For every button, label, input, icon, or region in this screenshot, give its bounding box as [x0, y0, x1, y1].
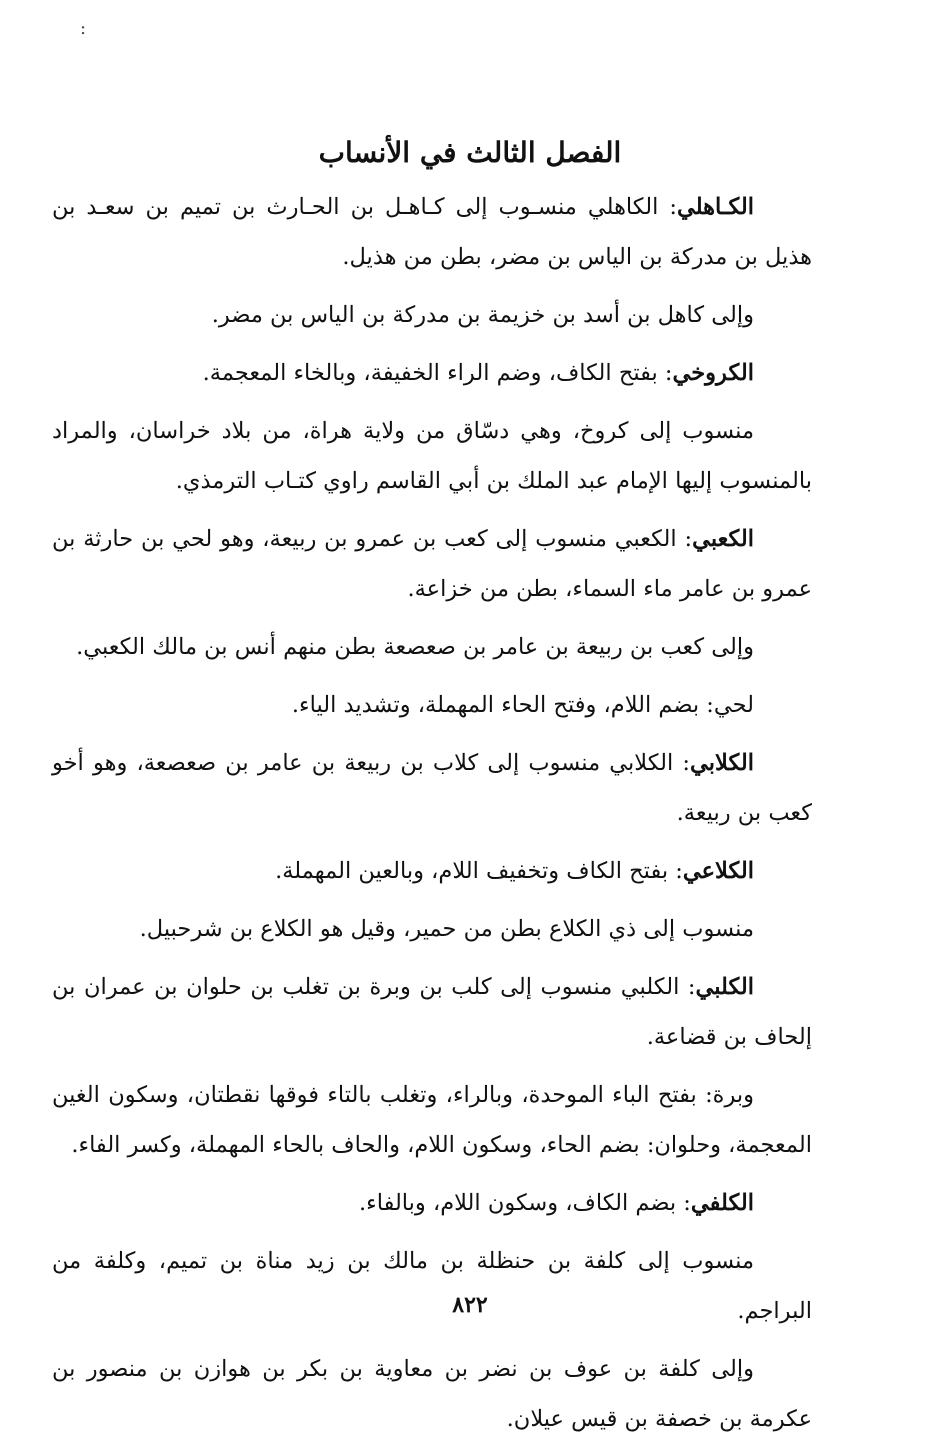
entry-text: منسوب إلى ذي الكلاع بطن من حمير، وقيل هو الكلاع بن شرحبيل.	[139, 916, 754, 942]
entry-text: : بفتح الكاف، وضم الراء الخفيفة، وبالخاء المعجمة.	[202, 360, 673, 386]
entry-text: وإلى كلفة بن عوف بن نضر بن معاوية بن بكر بن هوازن بن منصور بن عكرمة بن خصفة بن قيس عيلان.	[52, 1356, 812, 1432]
entry-kilabi	[52, 738, 812, 838]
entry-luhay	[52, 680, 812, 730]
entry-head: الكـاهلي	[676, 194, 754, 220]
entry-kulafi	[52, 1178, 812, 1228]
entry-head: الكلابي	[690, 750, 754, 776]
entry-kab-rabia	[52, 622, 812, 672]
entry-wabra	[52, 1070, 812, 1170]
corner-mark: :	[80, 18, 87, 39]
entry-head: الكلفي	[690, 1190, 754, 1216]
entry-text: : بفتح الكاف وتخفيف اللام، وبالعين المهملة.	[275, 858, 683, 884]
entry-head: الكلاعي	[682, 858, 754, 884]
entry-kulfa-hanzala	[52, 1236, 812, 1336]
entry-kalbi	[52, 962, 812, 1062]
entry-text: : الكلابي منسوب إلى كلاب بن ربيعة بن عامر بن صعصعة، وهو أخو كعب بن ربيعة.	[52, 750, 812, 826]
entry-karukhi	[52, 348, 812, 398]
entry-karukh-desc	[52, 406, 812, 506]
entry-text: : بضم الكاف، وسكون اللام، وبالفاء.	[358, 1190, 691, 1216]
entry-text: : الكاهلي منسـوب إلى كـاهـل بن الحـارث بن تميم بن سعـد بن هذيل بن مدركة بن الياس بن مضر، بطن من هذيل.	[52, 194, 812, 270]
entry-head: الكعبي	[692, 526, 754, 552]
entry-text: : الكلبي منسوب إلى كلب بن وبرة بن تغلب بن حلوان بن عمران بن إلحاف بن قضاعة.	[52, 974, 812, 1050]
entry-text: وإلى كعب بن ربيعة بن عامر بن صعصعة بطن منهم أنس بن مالك الكعبي.	[76, 634, 754, 660]
entry-text: : الكعبي منسوب إلى كعب بن عمرو بن ربيعة، وهو لحي بن حارثة بن عمرو بن عامر ماء السماء، بطن من خزاعة.	[52, 526, 812, 602]
entry-kahili	[52, 182, 812, 282]
page-number: ٨٢٢	[452, 1292, 488, 1318]
entry-text: منسوب إلى كروخ، وهي دسّاق من ولاية هراة، من بلاد خراسان، والمراد بالمنسوب إليها الإمام عبد الملك بن أبي القاسم راوي كتـاب الترمذي.	[52, 418, 812, 494]
entry-kalai-desc	[52, 904, 812, 954]
entry-text: وبرة: بفتح الباء الموحدة، وبالراء، وتغلب بالتاء فوقها نقطتان، وسكون الغين المعجمة، وحلوان: بضم الحاء، وسكون اللام، والحاف بالحاء المهملة، وكسر الفاء.	[52, 1082, 812, 1158]
chapter-title: الفصل الثالث في الأنساب	[318, 136, 622, 169]
entry-kahil-asad	[52, 290, 812, 340]
entry-kabi	[52, 514, 812, 614]
entry-text: وإلى كاهل بن أسد بن خزيمة بن مدركة بن الياس بن مضر.	[211, 302, 754, 328]
entry-kulfa-awf	[52, 1344, 812, 1444]
entry-text: منسوب إلى كلفة بن حنظلة بن مالك بن زيد مناة بن تميم، وكلفة من البراجم.	[52, 1248, 812, 1324]
entry-kalai	[52, 846, 812, 896]
entry-text: لحي: بضم اللام، وفتح الحاء المهملة، وتشديد الياء.	[291, 692, 754, 718]
entry-head: الكروخي	[672, 360, 754, 386]
page-body	[52, 182, 812, 1452]
entry-head: الكلبي	[695, 974, 754, 1000]
